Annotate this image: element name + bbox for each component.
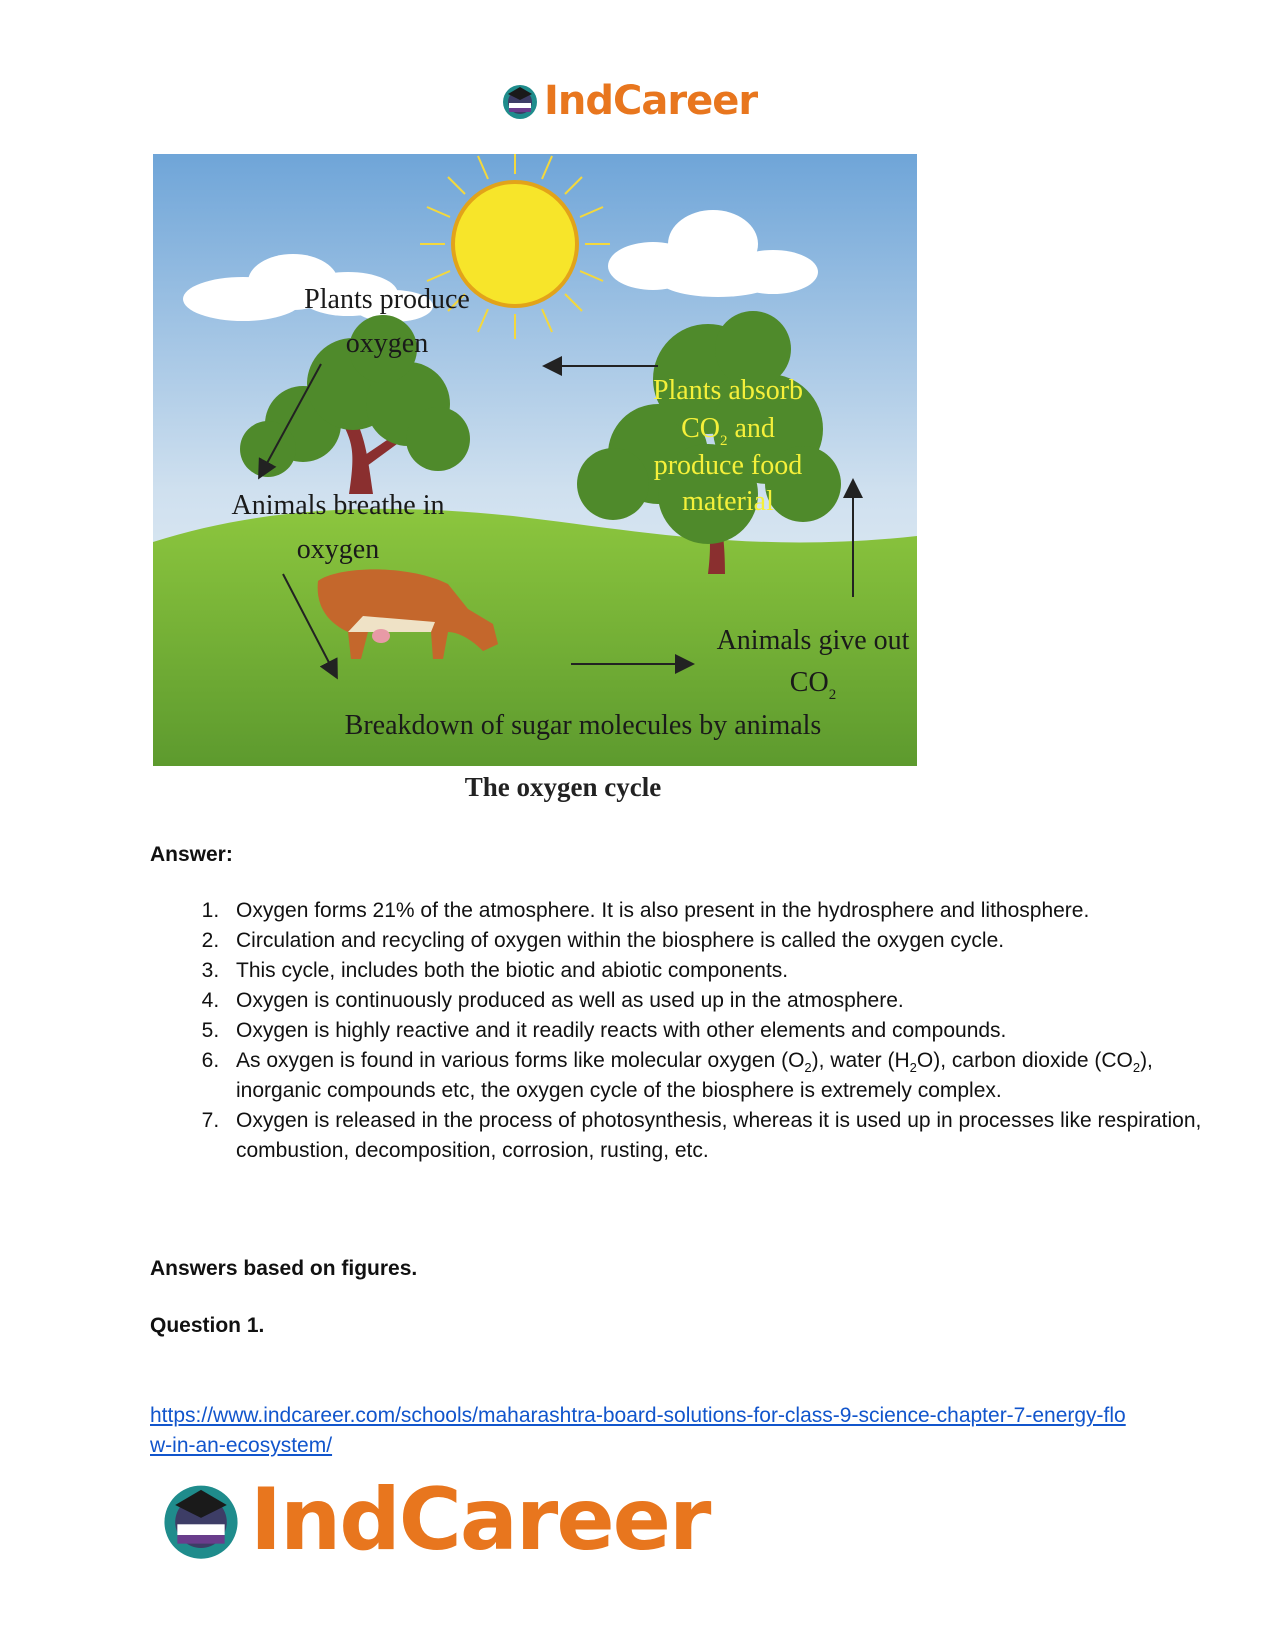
- answer-item: 3. This cycle, includes both the biotic and abiotic components.: [225, 956, 1225, 986]
- label-breakdown: Breakdown of sugar molecules by animals: [344, 710, 822, 741]
- source-link[interactable]: https://www.indcareer.com/schools/maharashtra-board-solutions-for-class-9-science-chapter-7-energy-flow-in-an-ecosystem/: [150, 1404, 1126, 1457]
- label-plants-absorb-2: $CO_2$ and: [681, 413, 775, 449]
- logo-wordmark: IndCareer: [544, 78, 758, 124]
- question-heading: Question 1.: [150, 1314, 265, 1337]
- footer-logo: [158, 1470, 709, 1570]
- label-plants-absorb-3: produce food: [653, 450, 803, 481]
- figure-caption: The oxygen cycle: [464, 772, 662, 802]
- label-animals-breathe-1: Animals breathe in: [231, 490, 445, 521]
- figures-heading: Answers based on figures.: [150, 1257, 418, 1280]
- answer-item: 4. Oxygen is continuously produced as well as used up in the atmosphere.: [225, 986, 1225, 1016]
- label-plants-produce-1: Plants produce: [304, 284, 470, 315]
- label-animals-breathe-2: oxygen: [296, 534, 380, 565]
- answer-item: 1. Oxygen forms 21% of the atmosphere. It is also present in the hydrosphere and lithosphere.: [225, 896, 1225, 926]
- header-logo: [500, 78, 757, 124]
- logo-globe-icon: [158, 1477, 244, 1563]
- logo-globe-icon: [500, 81, 540, 121]
- answer-item: 5. Oxygen is highly reactive and it readily reacts with other elements and compounds.: [225, 1016, 1225, 1046]
- oxygen-cycle-figure: [153, 154, 917, 766]
- logo-wordmark: IndCareer: [250, 1470, 710, 1570]
- label-plants-produce-2: oxygen: [345, 328, 429, 359]
- label-animals-give-1: Animals give out: [716, 625, 910, 656]
- label-plants-absorb-1: Plants absorb: [652, 375, 804, 406]
- label-plants-absorb-4: material: [682, 486, 774, 517]
- answer-heading: Answer:: [150, 843, 233, 866]
- answer-list: [150, 896, 1225, 1166]
- answer-item: 2. Circulation and recycling of oxygen within the biosphere is called the oxygen cycle.: [225, 926, 1225, 956]
- answer-item: 6. As oxygen is found in various forms like molecular oxygen $(O_2)$, water $(H_2O)$, carbon dioxide $(CO_2)$, inorganic compounds etc, the oxygen cycle of the biosphere is extremely complex.: [225, 1046, 1225, 1106]
- answer-item: 7. Oxygen is released in the process of photosynthesis, whereas it is used up in processes like respiration, combustion, decomposition, corrosion, rusting, etc.: [225, 1106, 1225, 1166]
- label-animals-give-2: $CO_2$: [789, 667, 837, 703]
